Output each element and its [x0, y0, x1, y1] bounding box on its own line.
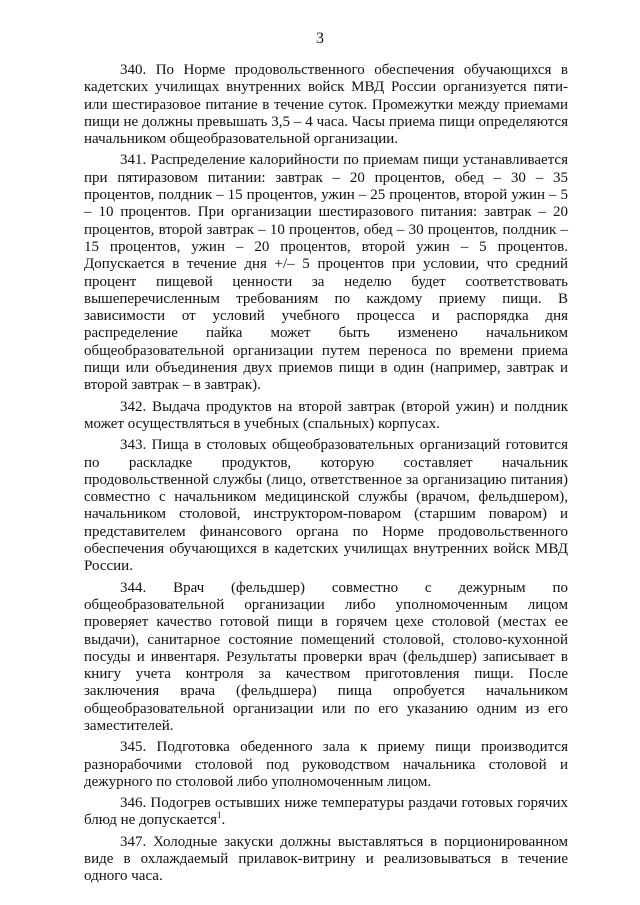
paragraph-343: 343. Пища в столовых общеобразовательных организаций готовится по раскладке продуктов, которую составляет начальник продовольственной службы (лицо, ответственное за организацию питания) совместно с начальником медицинской службы (врачом, фельдшером), начальником столовой, инструктором-поваром (старшим поваром) и представителем финансового органа по Норме продовольственного обеспечения обучающихся в кадетских училищах внутренних войск МВД России.: [84, 437, 568, 575]
paragraph-346: 346. Подогрев остывших ниже температуры раздачи готовых горячих блюд не допускается$^1$.: [84, 795, 568, 829]
paragraph-342: 342. Выдача продуктов на второй завтрак (второй ужин) и полдник может осуществляться в учебных (спальных) корпусах.: [84, 398, 568, 432]
paragraph-340: 340. По Норме продовольственного обеспечения обучающихся в кадетских училищах внутренних войск МВД России организуется пяти- или шестиразовое питание в течение суток. Промежутки между приемами пищи не должны превышать 3,5 – 4 часа. Часы приема пищи определяются начальником общеобразовательной организации.: [84, 62, 568, 148]
footnote-reference[interactable]: 1: [217, 810, 222, 821]
paragraph-344: 344. Врач (фельдшер) совместно с дежурным по общеобразовательной организации либо уполномоченным лицом проверяет качество готовой пищи в горячем цехе столовой (местах ее выдачи), санитарное состояние помещений столовой, столово-кухонной посуды и инвентаря. Результаты проверки врач (фельдшер) записывает в книгу учета контроля за качеством приготовления пищи. После заключения врача (фельдшера) пища опробуется начальником общеобразовательной организации или по его указанию одним из его заместителей.: [84, 579, 568, 734]
page-number: 3: [316, 30, 324, 47]
paragraph-341: 341. Распределение калорийности по приемам пищи устанавливается при пятиразовом питании: завтрак – 20 процентов, обед – 30 – 35 процентов, полдник – 15 процентов, ужин – 25 процентов, второй ужин – 5 – 10 процентов. При организации шестиразового питания: завтрак – 20 процентов, второй завтрак – 10 процентов, обед – 30 процентов, полдник – 15 процентов, ужин – 20 процентов, второй ужин – 5 процентов. Допускается в течение дня +/– 5 процентов при условии, что средний процент пищевой ценности за неделю будет соответствовать вышеперечисленным требованиям по каждому приему пищи. В зависимости от условий учебного процесса и распорядка дня распределение пайка может быть изменено начальником общеобразовательной организации путем переноса по времени приема пищи или объединения двух приемов пищи в один (например, завтрак и второй завтрак – в завтрак).: [84, 152, 568, 394]
document-body: [84, 62, 568, 890]
paragraph-346-text: 346. Подогрев остывших ниже температуры раздачи готовых горячих блюд не допускается: [84, 795, 568, 829]
paragraph-345: 345. Подготовка обеденного зала к приему пищи производится разнорабочими столовой под руководством начальника столовой и дежурного по столовой либо уполномоченным лицом.: [84, 739, 568, 790]
paragraph-347: 347. Холодные закуски должны выставляться в порционированном виде в охлаждаемый прилавок-витрину и реализовываться в течение одного часа.: [84, 833, 568, 885]
